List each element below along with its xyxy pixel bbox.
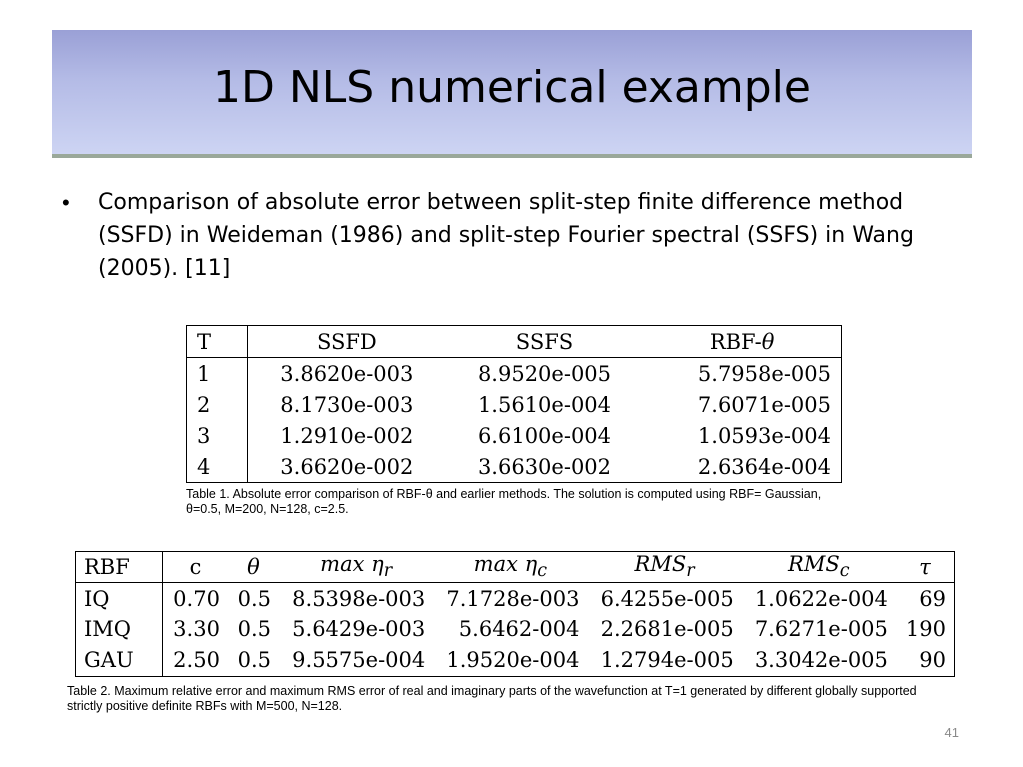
- table-2-header-cell: c: [189, 555, 202, 579]
- table-1-header-cell: SSFD: [316, 329, 377, 354]
- table-cell: 0.5: [237, 648, 272, 673]
- table-cell: 1.9520e-004: [446, 648, 580, 673]
- table-cell: 1.0593e-004: [697, 423, 831, 448]
- table-cell: 2.50: [173, 648, 220, 673]
- title-banner: [52, 30, 972, 158]
- table-1-header-row: [187, 326, 842, 358]
- table-1-header-cell: SSFS: [515, 329, 574, 354]
- table-row: [76, 583, 955, 615]
- slide-title: 1D NLS numerical example: [213, 62, 811, 113]
- table-cell: 6.6100e-004: [477, 423, 612, 448]
- table-cell: 3.30: [173, 617, 220, 642]
- table-row: [76, 614, 955, 645]
- table-cell: 7.6271e-005: [754, 617, 888, 642]
- table-cell: 5.6429e-003: [292, 617, 426, 642]
- table-2-header-cell: θ: [247, 555, 260, 579]
- table-cell: 0.5: [237, 617, 272, 642]
- table-cell: 8.9520e-005: [477, 361, 612, 386]
- table-cell: 2.6364e-004: [697, 454, 831, 479]
- table-cell: 90: [919, 648, 946, 673]
- table-cell: IMQ: [76, 614, 163, 645]
- table-1-header-cell: T: [187, 326, 248, 358]
- table-cell: 1.2910e-002: [280, 423, 414, 448]
- bullet-dot-icon: •: [62, 190, 70, 215]
- table-cell: 2: [187, 389, 248, 420]
- table-row: [76, 645, 955, 677]
- table-cell: 3.6620e-002: [280, 454, 414, 479]
- table-cell: 3: [187, 420, 248, 451]
- table-cell: 3.3042e-005: [754, 648, 888, 673]
- bullet-text: Comparison of absolute error between split-step finite difference method (SSFD) in Weideman (1986) and split-step Fourier spectral (SSFS) in Wang (2005). [11]: [98, 190, 914, 281]
- table-cell: 0.5: [237, 586, 272, 611]
- table-2-header-cell: RBF: [76, 552, 163, 583]
- table-cell: 5.6462-004: [458, 617, 580, 642]
- table-row: [187, 420, 842, 451]
- table-2: [75, 551, 955, 677]
- table-cell: 1.0622e-004: [754, 586, 888, 611]
- table-2-header-cell: $\max \eta_r$: [320, 552, 393, 582]
- table-cell: 1.5610e-004: [477, 392, 612, 417]
- table-cell: 2.2681e-005: [600, 617, 734, 642]
- table-row: [187, 358, 842, 390]
- table-cell: 0.70: [173, 586, 220, 611]
- table-row: [187, 451, 842, 483]
- table-cell: 7.6071e-005: [697, 392, 831, 417]
- table-cell: 190: [905, 617, 946, 642]
- table-cell: 1.2794e-005: [600, 648, 734, 673]
- table-cell: 5.7958e-005: [697, 361, 831, 386]
- table-cell: 4: [187, 451, 248, 483]
- table-2-header-cell: $\max \eta_c$: [473, 552, 548, 582]
- table-1-caption: Table 1. Absolute error comparison of RBF-θ and earlier methods. The solution is computed using RBF= Gaussian, θ=0.5, M=200, N=128, c=2.5.: [186, 487, 822, 516]
- table-cell: 8.1730e-003: [280, 392, 414, 417]
- table-cell: 3.6630e-002: [477, 454, 612, 479]
- table-cell: IQ: [76, 583, 163, 615]
- table-cell: 8.5398e-003: [292, 586, 426, 611]
- table-2-header-row: [76, 552, 955, 583]
- table-2-caption: Table 2. Maximum relative error and maximum RMS error of real and imaginary parts of the wavefunction at T=1 generated by different globally supported strictly positive definite RBFs with M=500, N=128.: [67, 684, 917, 713]
- table-cell: 1: [187, 358, 248, 390]
- table-1-header-cell: RBF-θ: [709, 329, 775, 354]
- table-2-header-cell: $RMS_r$: [634, 552, 695, 582]
- table-cell: 3.8620e-003: [280, 361, 414, 386]
- page-number: 41: [944, 725, 959, 740]
- table-row: [187, 389, 842, 420]
- table-cell: 9.5575e-004: [292, 648, 426, 673]
- table-cell: 69: [919, 586, 946, 611]
- table-cell: 6.4255e-005: [600, 586, 734, 611]
- table-1: [186, 325, 842, 483]
- table-cell: GAU: [76, 645, 163, 677]
- table-cell: 7.1728e-003: [446, 586, 580, 611]
- table-2-header-cell: $RMS_c$: [788, 552, 850, 582]
- table-2-header-cell: τ: [919, 555, 931, 579]
